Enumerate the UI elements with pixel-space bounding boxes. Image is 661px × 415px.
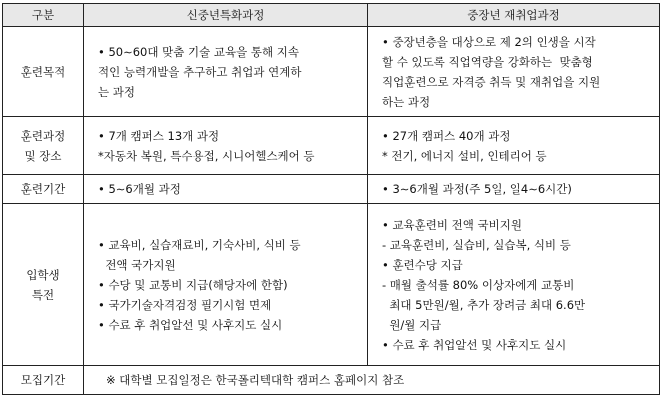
cell-line: • 27개 캠퍼스 40개 과정: [382, 128, 511, 143]
table-row: [3, 27, 660, 117]
row-label-training-courses-location: [3, 117, 84, 175]
cell-period-new-middle-aged: [84, 175, 368, 204]
cell-line: • 5∼6개월 과정: [98, 182, 181, 196]
cell-line: • 수당 및 교통비 지급(해당자에 한함): [98, 277, 288, 292]
cell-purpose-new-middle-aged: [84, 27, 368, 117]
cell-benefits-new-middle-aged: [84, 204, 368, 366]
table-row: [3, 175, 660, 204]
header-category: 구분: [3, 4, 84, 27]
cell-line: 직업훈련으로 자격증 취득 및 재취업을 지원: [382, 74, 601, 89]
table-row: [3, 117, 660, 175]
header-reemployment-course: 중장년 재취업과정: [368, 4, 660, 27]
cell-line: • 수료 후 취업알선 및 사후지도 실시: [98, 317, 283, 332]
cell-line: • 중장년층을 대상으로 제 2의 인생을 시작: [382, 34, 596, 49]
cell-line: • 50∼60대 맞춤 기술 교육을 통해 지속: [98, 44, 299, 59]
cell-line: • 3∼6개월 과정(주 5일, 일4∼6시간): [382, 182, 572, 196]
row-label-training-period: 훈련기간: [3, 175, 84, 204]
cell-line: 적인 능력개발을 추구하고 취업과 연계하: [98, 64, 302, 79]
cell-line: *자동차 복원, 특수용접, 시니어헬스케어 등: [98, 148, 315, 163]
cell-period-reemployment: [368, 175, 660, 204]
program-comparison-table: [2, 3, 660, 395]
cell-line: • 수료 후 취업알선 및 사후지도 실시: [382, 337, 567, 352]
cell-courses-reemployment: [368, 117, 660, 175]
cell-line: * 전기, 에너지 설비, 인테리어 등: [382, 148, 547, 163]
cell-line: 원/월 지급: [382, 317, 442, 332]
row-label-line: 훈련과정: [20, 128, 66, 143]
header-row: [3, 4, 660, 27]
row-label-recruitment-period: 모집기간: [3, 366, 84, 395]
cell-courses-new-middle-aged: [84, 117, 368, 175]
row-label-line: 입학생: [26, 267, 60, 282]
cell-purpose-reemployment: [368, 27, 660, 117]
cell-line: 하는 과정: [382, 94, 431, 109]
table-row: [3, 366, 660, 395]
cell-line: • 교육비, 실습재료비, 기숙사비, 식비 등: [98, 237, 301, 252]
row-label-line: 특전: [31, 287, 55, 302]
cell-line: • 7개 캠퍼스 13개 과정: [98, 128, 220, 143]
recruitment-note: ※ 대학별 모집일정은 한국폴리텍대학 캠퍼스 홈페이지 참조: [84, 366, 660, 395]
header-new-middle-aged-course: 신중년특화과정: [84, 4, 368, 27]
row-label-line: 및 장소: [24, 148, 62, 163]
cell-line: • 교육훈련비 전액 국비지원: [382, 217, 522, 232]
cell-line: 는 과정: [98, 84, 135, 99]
row-label-student-benefits: [3, 204, 84, 366]
cell-benefits-reemployment: [368, 204, 660, 366]
table-row: [3, 204, 660, 366]
cell-line: 최대 5만원/월, 추가 장려금 최대 6.6만: [382, 297, 586, 312]
cell-line: 전액 국가지원: [98, 257, 176, 272]
cell-line: 할 수 있도록 직업역량을 강화하는 맞춤형: [382, 54, 593, 69]
cell-line: • 훈련수당 지급: [382, 257, 463, 272]
cell-line: - 매월 출석률 80% 이상자에게 교통비: [382, 277, 575, 292]
cell-line: - 교육훈련비, 실습비, 실습복, 식비 등: [382, 237, 571, 252]
row-label-training-purpose: 훈련목적: [3, 27, 84, 117]
cell-line: • 국가기술자격검정 필기시험 면제: [98, 297, 272, 312]
